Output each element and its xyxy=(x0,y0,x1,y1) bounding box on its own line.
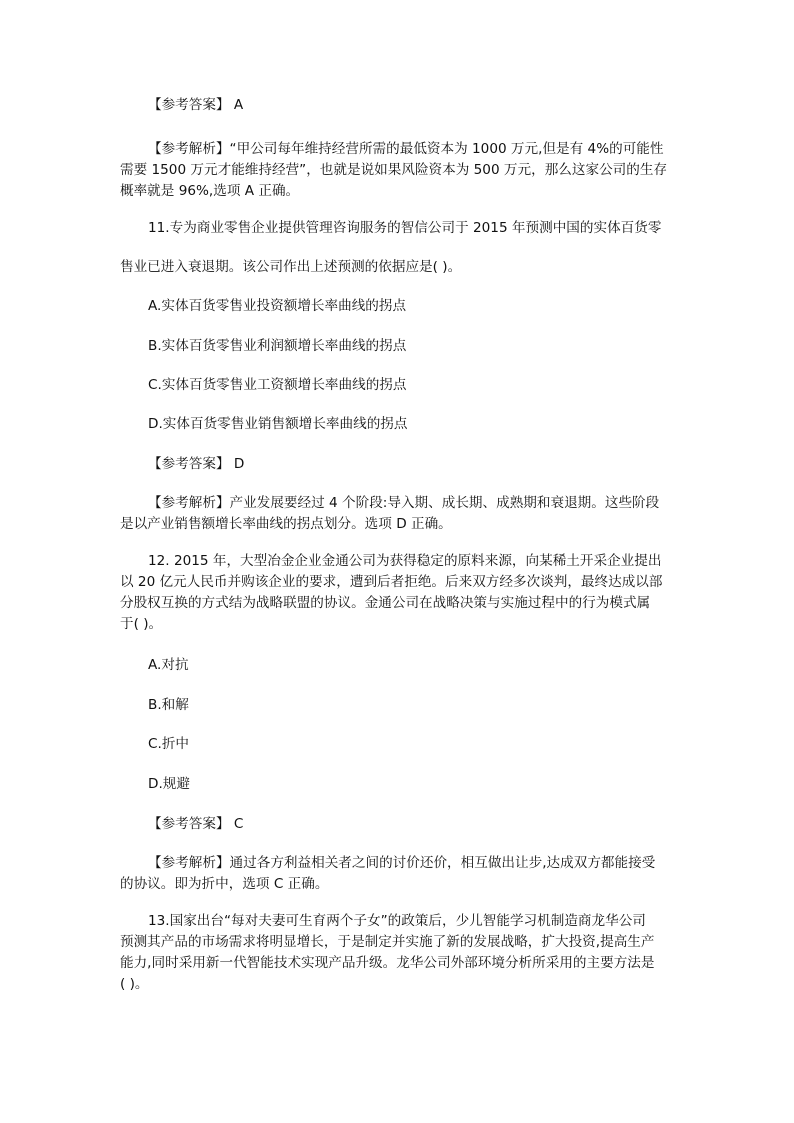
analysis-line: 概率就是 96%,选项 A 正确。 xyxy=(120,183,300,199)
option-b: B.和解 xyxy=(148,697,189,713)
analysis-line: 【参考解析】“甲公司每年维持经营所需的最低资本为 1000 万元,但是有 4%的可能性 xyxy=(148,141,664,157)
question-12: 于( )。 xyxy=(120,616,163,632)
option-c: C.折中 xyxy=(148,736,190,752)
analysis-line: 需要 1500 万元才能维持经营”，也就是说如果风险资本为 500 万元，那么这家公司的生存 xyxy=(120,162,668,178)
analysis-line: 【参考解析】通过各方利益相关者之间的讨价还价，相互做出让步,达成双方都能接受 xyxy=(148,855,656,871)
option-a: A.对抗 xyxy=(148,657,189,673)
question-12: 12. 2015 年，大型冶金企业金通公司为获得稳定的原料来源，向某稀土开采企业提出 xyxy=(148,553,662,569)
question-13: ( )。 xyxy=(120,976,149,992)
answer-11: 【参考答案】 D xyxy=(148,456,245,472)
option-a: A.实体百货零售业投资额增长率曲线的拐点 xyxy=(148,298,407,314)
question-11: 11.专为商业零售企业提供管理咨询服务的智信公司于 2015 年预测中国的实体百货零 xyxy=(148,220,662,236)
option-d: D.规避 xyxy=(148,776,190,792)
question-12: 分股权互换的方式结为战略联盟的协议。金通公司在战略决策与实施过程中的行为模式属 xyxy=(120,595,651,611)
question-13: 预测其产品的市场需求将明显增长，于是制定并实施了新的发展战略，扩大投资,提高生产 xyxy=(120,934,655,950)
analysis-line: 是以产业销售额增长率曲线的拐点划分。选项 D 正确。 xyxy=(120,516,452,532)
analysis-line: 的协议。即为折中，选项 C 正确。 xyxy=(120,876,329,892)
question-13: 能力,同时采用新一代智能技术实现产品升级。龙华公司外部环境分析所采用的主要方法是 xyxy=(120,955,655,971)
question-12: 以 20 亿元人民币并购该企业的要求，遭到后者拒绝。后来双方经多次谈判，最终达成以部 xyxy=(120,574,663,590)
option-d: D.实体百货零售业销售额增长率曲线的拐点 xyxy=(148,416,408,432)
answer-11-prev: 【参考答案】 A xyxy=(148,97,244,113)
question-13: 13.国家出台“每对夫妻可生育两个子女”的政策后，少儿智能学习机制造商龙华公司 xyxy=(148,913,646,929)
answer-12: 【参考答案】 C xyxy=(148,816,244,832)
option-c: C.实体百货零售业工资额增长率曲线的拐点 xyxy=(148,377,407,393)
option-b: B.实体百货零售业利润额增长率曲线的拐点 xyxy=(148,338,407,354)
question-11-cont: 售业已进入衰退期。该公司作出上述预测的依据应是( )。 xyxy=(120,259,462,275)
analysis-line: 【参考解析】产业发展要经过 4 个阶段:导入期、成长期、成熟期和衰退期。这些阶段 xyxy=(148,495,660,511)
